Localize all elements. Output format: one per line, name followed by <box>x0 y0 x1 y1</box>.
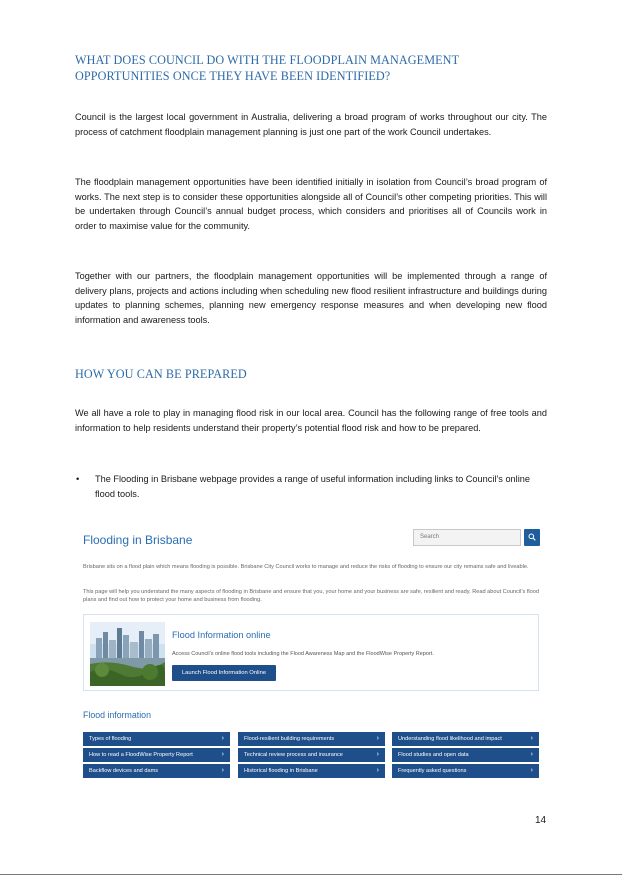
link-historical-flooding[interactable] <box>238 764 385 778</box>
card-title: Flood Information online <box>172 630 271 640</box>
chevron-right-icon: › <box>530 751 533 758</box>
webpage-title: Flooding in Brisbane <box>83 533 193 547</box>
paragraph-partners: Together with our partners, the floodplain management opportunities will be implemented through a range of delivery plans, projects and actions including when scheduling new flood resilient infrastructure and buildings during updates to planning schemes, planning new emergency response measures and when developing new flood information and awareness tools. <box>75 271 547 325</box>
webpage-search-button[interactable] <box>524 529 540 546</box>
chevron-right-icon: › <box>221 751 224 758</box>
bullet-flooding-webpage: The Flooding in Brisbane webpage provides a range of useful information including links to Council’s online flood tools. <box>95 474 530 499</box>
link-faq[interactable] <box>392 764 539 778</box>
link-label: Technical review process and insurance <box>244 752 343 758</box>
page-bottom-divider <box>0 874 622 875</box>
link-types-of-flooding[interactable] <box>83 732 230 746</box>
launch-flood-info-button[interactable]: Launch Flood Information Online <box>172 665 276 681</box>
link-understanding-flood-likelihood[interactable] <box>392 732 539 746</box>
link-label: Historical flooding in Brisbane <box>244 768 318 774</box>
chevron-right-icon: › <box>376 767 379 774</box>
paragraph-role-to-play: We all have a role to play in managing flood risk in our local area. Council has the following range of free tools and information to help residents understand their property’s potential flood risk and how to be prepared. <box>75 408 547 433</box>
chevron-right-icon: › <box>376 751 379 758</box>
link-label: How to read a FloodWise Property Report <box>89 752 193 758</box>
link-floodwise-report[interactable] <box>83 748 230 762</box>
link-label: Understanding flood likelihood and impact <box>398 736 502 742</box>
link-label: Flood studies and open data <box>398 752 469 758</box>
chevron-right-icon: › <box>221 735 224 742</box>
chevron-right-icon: › <box>530 767 533 774</box>
link-backflow-devices[interactable] <box>83 764 230 778</box>
link-label: Frequently asked questions <box>398 768 467 774</box>
heading-council-opportunities: WHAT DOES COUNCIL DO WITH THE FLOODPLAIN MANAGEMENT OPPORTUNITIES ONCE THEY HAVE BEEN IDENTIFIED? <box>75 53 459 83</box>
link-technical-review[interactable] <box>238 748 385 762</box>
chevron-right-icon: › <box>221 767 224 774</box>
link-flood-resilient-building[interactable] <box>238 732 385 746</box>
webpage-intro-1: Brisbane sits on a flood plain which means flooding is possible. Brisbane City Council works to manage and reduce the risks of flooding to ensure our city remains safe and liveable. <box>83 564 529 570</box>
webpage-search-input[interactable]: Search <box>413 529 521 546</box>
link-label: Backflow devices and dams <box>89 768 159 774</box>
heading-how-prepared: HOW YOU CAN BE PREPARED <box>75 367 247 381</box>
paragraph-council-largest: Council is the largest local government in Australia, delivering a broad program of works throughout our city. The process of catchment floodplain management planning is just one part of the work Council undertakes. <box>75 112 547 137</box>
paragraph-next-step: The floodplain management opportunities have been identified initially in isolation from Council’s broad program of works. The next step is to consider these opportunities alongside all of Council’s other competing priorities. This will be undertaken through Council’s annual budget process, which considers and prioritises all of Councils work in order to maximise value for the community. <box>75 177 547 231</box>
link-label: Flood-resilient building requirements <box>244 736 335 742</box>
webpage-intro-2: This page will help you understand the many aspects of flooding in Brisbane and ensure that you, your home and your business are safe, resilient and ready. Read about Council’s flood plans and find out how to protect your home and business from flooding. <box>83 589 539 604</box>
bullet-dot: • <box>76 474 80 485</box>
page-number: 14 <box>535 815 547 826</box>
flood-information-heading: Flood information <box>83 710 151 720</box>
flooding-webpage-screenshot <box>82 526 542 784</box>
link-label: Types of flooding <box>89 736 132 742</box>
link-flood-studies[interactable] <box>392 748 539 762</box>
brisbane-city-photo <box>90 622 165 686</box>
chevron-right-icon: › <box>530 735 533 742</box>
chevron-right-icon: › <box>376 735 379 742</box>
card-description: Access Council’s online flood tools including the Flood Awareness Map and the FloodWise Property Report. <box>172 651 434 657</box>
flood-info-online-card <box>83 614 539 691</box>
search-icon <box>528 533 536 541</box>
